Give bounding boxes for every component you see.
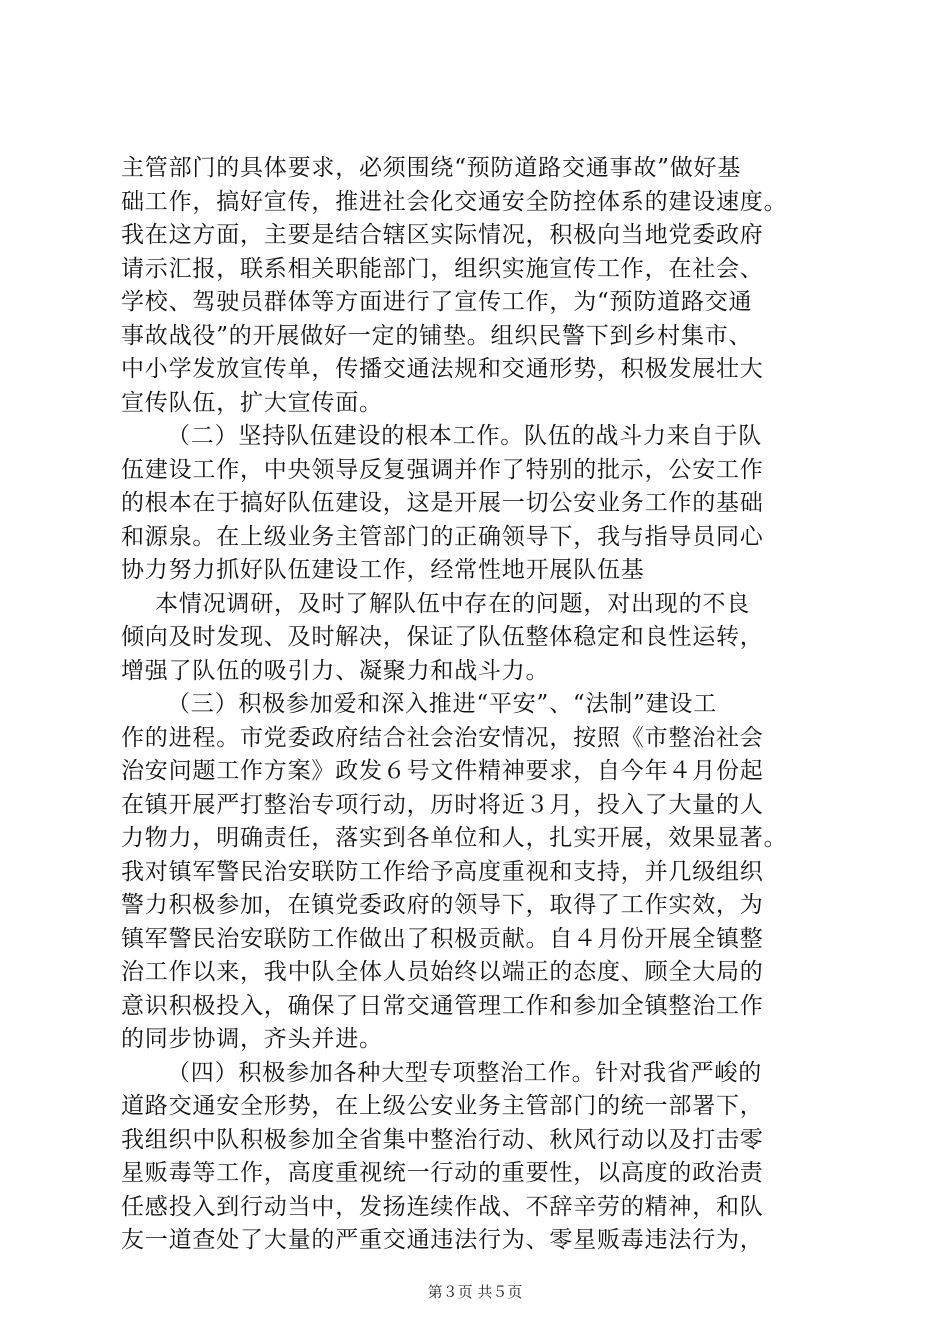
text-line: 镇军警民治安联防工作做出了积极贡献。自４月份开展全镇整 <box>121 925 764 952</box>
text-line: 意识积极投入，确保了日常交通管理工作和参加全镇整治工作 <box>121 992 764 1019</box>
text-line: 星贩毒等工作，高度重视统一行动的重要性，以高度的政治责 <box>121 1160 764 1186</box>
page-footer <box>0 1281 950 1302</box>
text-line: 宣传队伍，扩大宣传面。 <box>121 389 383 416</box>
text-line: 治安问题工作方案》政发６号文件精神要求，自今年４月份起 <box>121 758 764 784</box>
text-line: 倾向及时发现、及时解决，保证了队伍整体稳定和良性运转， <box>121 624 764 650</box>
text-line: 力物力，明确责任，落实到各单位和人，扎实开展，效果显著。 <box>121 825 788 851</box>
text-line: 我对镇军警民治安联防工作给予高度重视和支持，并几级组织 <box>121 858 764 885</box>
text-line: 请示汇报，联系相关职能部门，组织实施宣传工作，在社会、 <box>121 255 764 282</box>
paragraph-start-line: （三）积极参加爱和深入推进“平安”、“法制”建设工 <box>167 691 718 717</box>
paragraph-start-line: 本情况调研，及时了解队伍中存在的问题，对出现的不良 <box>155 590 750 617</box>
text-line: 在镇开展严打整治专项行动，历时将近３月，投入了大量的人 <box>121 791 764 818</box>
text-line: 中小学发放宣传单，传播交通法规和交通形势，积极发展壮大 <box>121 356 764 382</box>
text-line: 增强了队伍的吸引力、凝聚力和战斗力。 <box>121 657 550 684</box>
text-line: 友一道查处了大量的严重交通违法行为、零星贩毒违法行为， <box>121 1227 764 1253</box>
text-line: 警力积极参加，在镇党委政府的领导下，取得了工作实效，为 <box>121 892 764 918</box>
text-line: 我在这方面，主要是结合辖区实际情况，积极向当地党委政府 <box>121 222 764 248</box>
text-line: 事故战役”的开展做好一定的铺垫。组织民警下到乡村集市、 <box>121 322 753 349</box>
text-line: 协力努力抓好队伍建设工作，经常性地开展队伍基 <box>121 557 645 583</box>
text-line: 和源泉。在上级业务主管部门的正确领导下，我与指导员同心 <box>121 523 764 550</box>
text-line: 主管部门的具体要求，必须围绕“预防道路交通事故”做好基 <box>121 155 742 181</box>
text-line: 学校、驾驶员群体等方面进行了宣传工作，为“预防道路交通 <box>121 289 753 315</box>
text-line: 任感投入到行动当中，发扬连续作战、不辞辛劳的精神，和队 <box>121 1193 764 1220</box>
text-line: 的同步协调，齐头并进。 <box>121 1026 383 1052</box>
document-body <box>121 152 841 1258</box>
text-line: 我组织中队积极参加全省集中整治行动、秋风行动以及打击零 <box>121 1126 764 1153</box>
text-line: 的根本在于搞好队伍建设，这是开展一切公安业务工作的基础 <box>121 490 764 516</box>
text-line: 伍建设工作，中央领导反复强调并作了特别的批示，公安工作 <box>121 456 764 483</box>
paragraph-start-line: （四）积极参加各种大型专项整治工作。针对我省严峻的 <box>167 1059 762 1086</box>
text-line: 作的进程。市党委政府结合社会治安情况，按照《市整治社会 <box>121 724 764 751</box>
text-line: 道路交通安全形势，在上级公安业务主管部门的统一部署下， <box>121 1093 764 1119</box>
paragraph-start-line: （二）坚持队伍建设的根本工作。队伍的战斗力来自于队 <box>167 423 762 449</box>
text-line: 治工作以来，我中队全体人员始终以端正的态度、顾全大局的 <box>121 959 764 985</box>
page-number-label: 第３页 共５页 <box>427 1283 523 1301</box>
text-line: 础工作，搞好宣传，推进社会化交通安全防控体系的建设速度。 <box>121 188 788 215</box>
